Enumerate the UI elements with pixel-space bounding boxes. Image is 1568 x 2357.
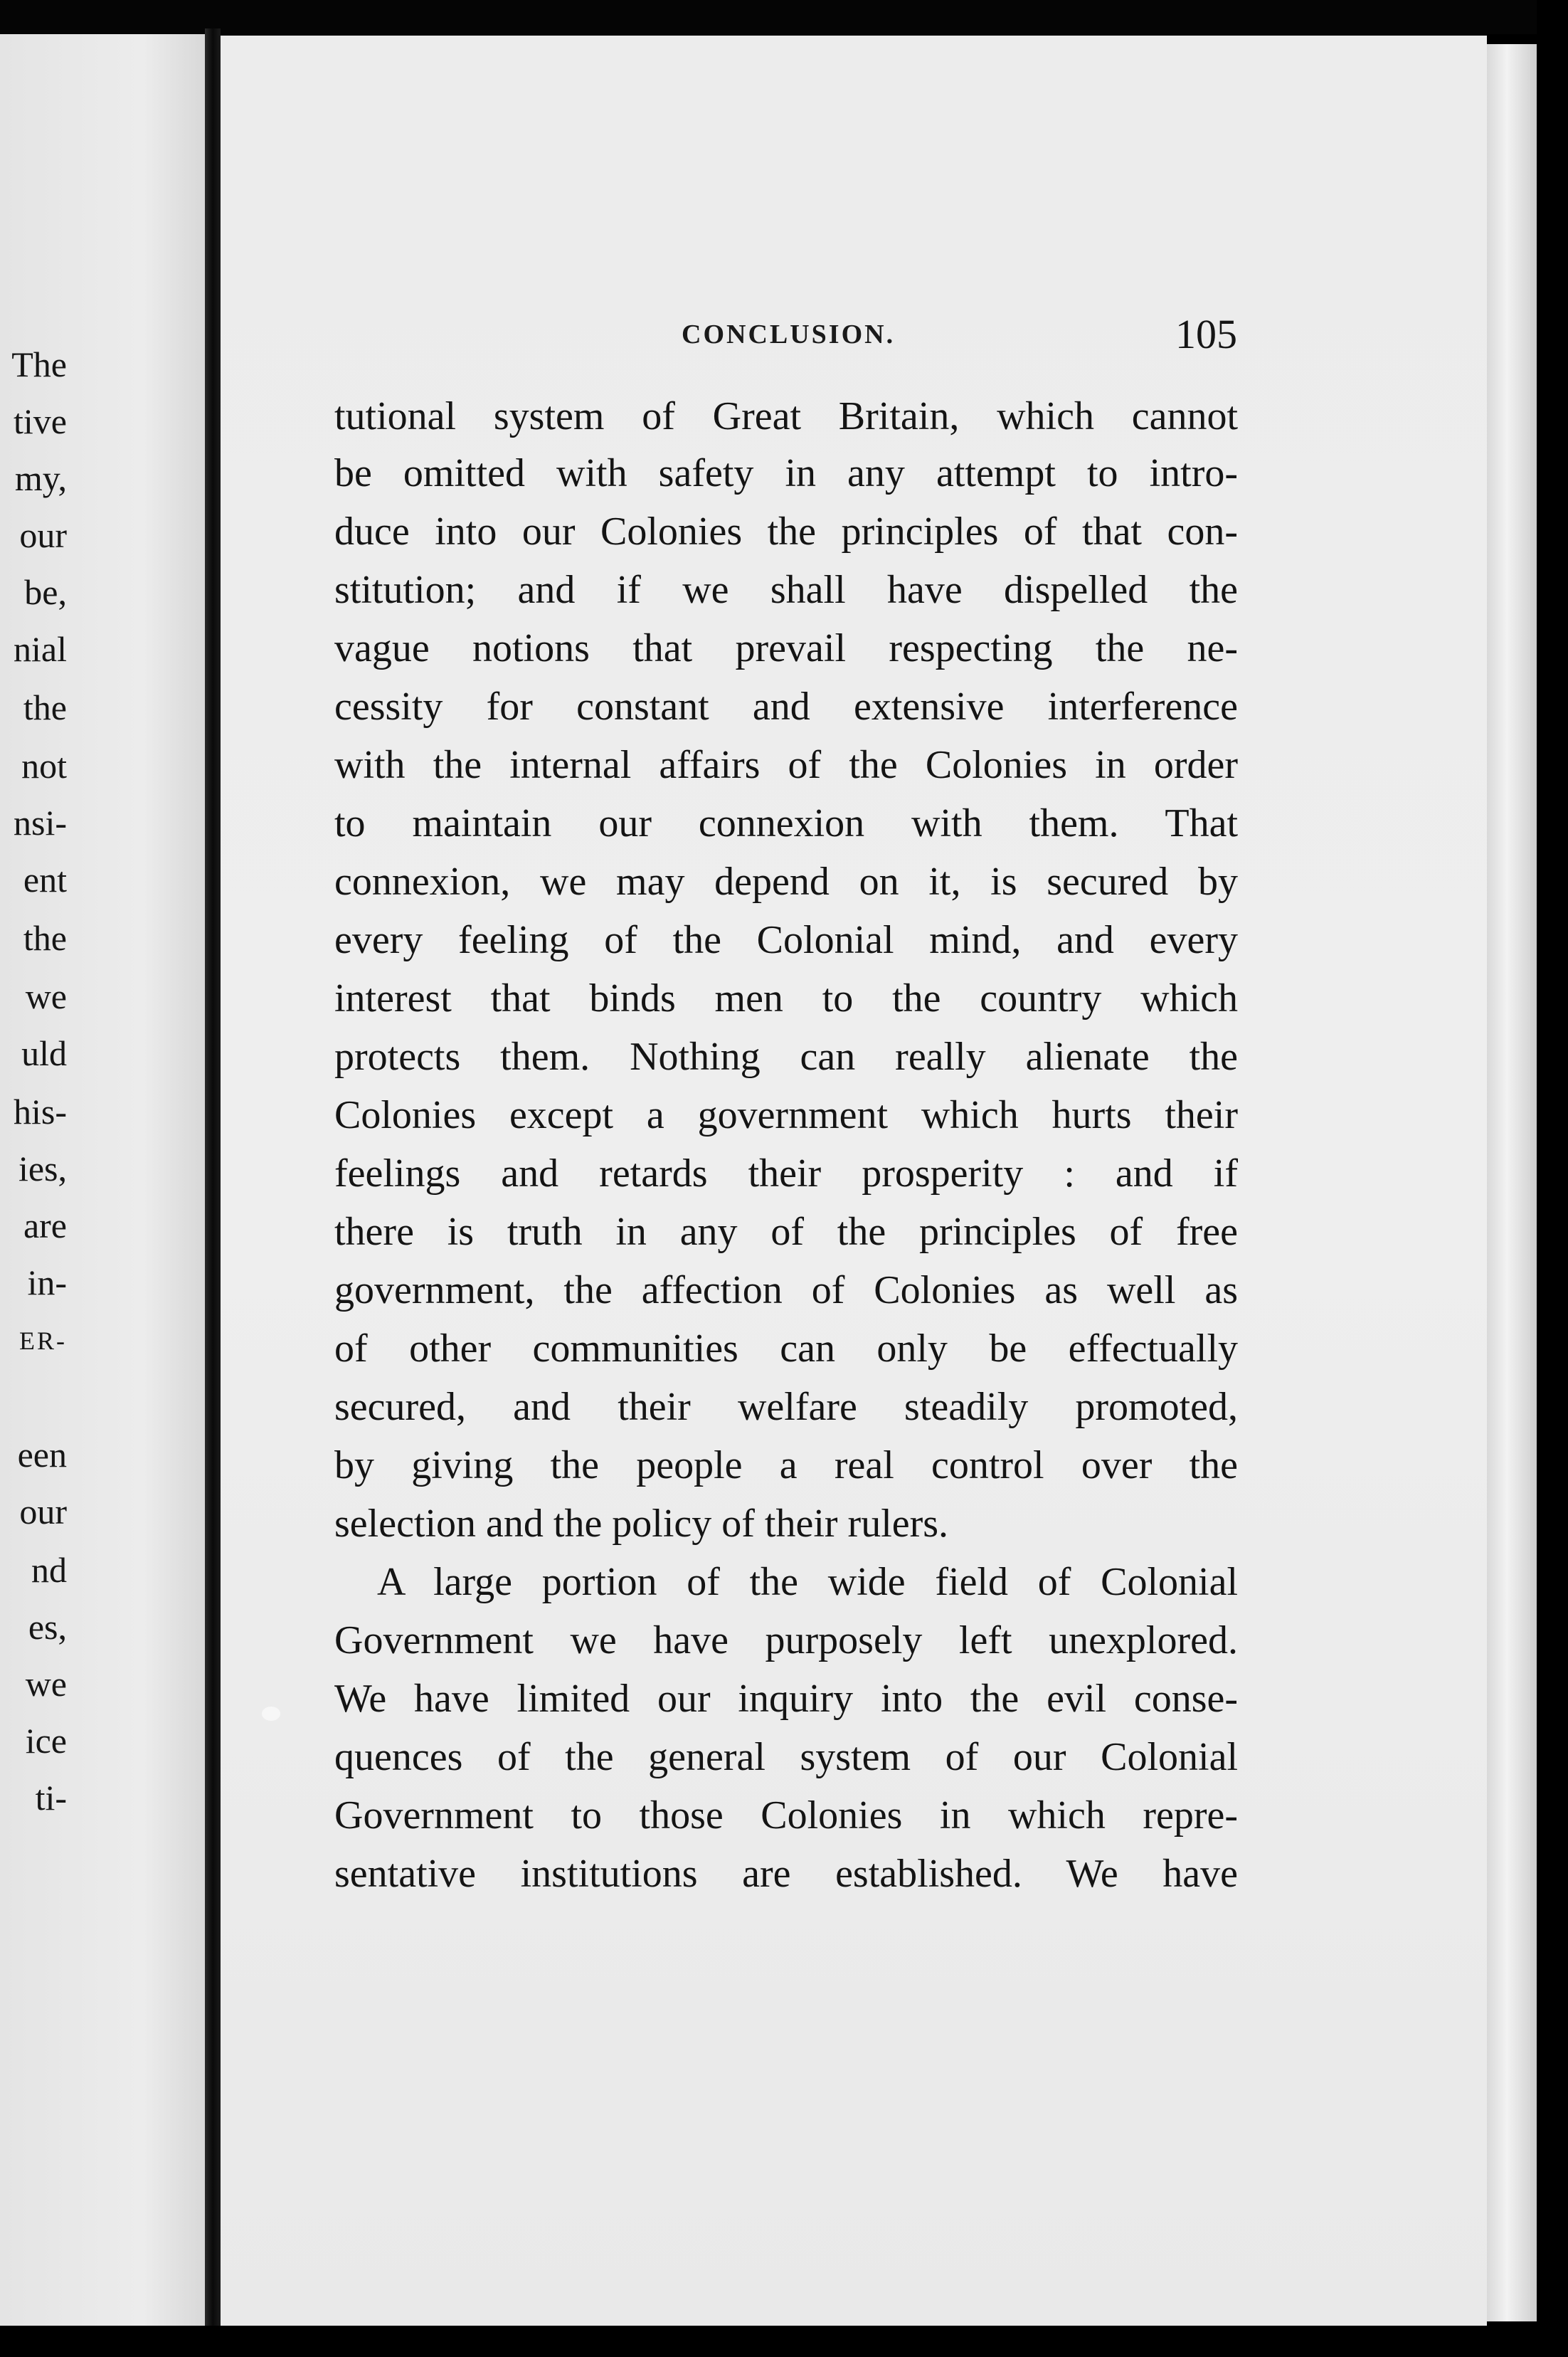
text-line: every feeling of the Colonial mind, and every: [334, 918, 1238, 962]
facing-line: our: [19, 515, 67, 555]
text-line: secured, and their welfare steadily promoted,: [334, 1385, 1238, 1429]
facing-line: The: [11, 344, 67, 384]
text-line: to maintain our connexion with them. That: [334, 801, 1238, 845]
text-line: by giving the people a real control over the: [334, 1443, 1238, 1487]
text-line: sentative institutions are established. We have: [334, 1852, 1238, 1896]
text-line: quences of the general system of our Colonial: [334, 1735, 1238, 1779]
page-edge: [1487, 44, 1537, 2321]
text-line: government, the affection of Colonies as well as: [334, 1268, 1238, 1312]
text-line: tutional system of Great Britain, which cannot: [334, 394, 1238, 438]
scan-top-border: [0, 0, 1568, 34]
text-line: Colonies except a government which hurts their: [334, 1093, 1238, 1137]
facing-line: his-: [14, 1092, 67, 1132]
paper-speck: [262, 1707, 280, 1721]
text-line: interest that binds men to the country which: [334, 976, 1238, 1021]
text-line: We have limited our inquiry into the evil conse-: [334, 1677, 1238, 1721]
scan-right-border: [1537, 0, 1568, 2357]
facing-line: nsi-: [14, 803, 67, 843]
text-line: with the internal affairs of the Colonies in order: [334, 743, 1238, 787]
text-line: stitution; and if we shall have dispelled the: [334, 568, 1238, 612]
book-gutter: [205, 28, 221, 2334]
facing-line: in-: [27, 1262, 67, 1302]
facing-line: ice: [25, 1721, 67, 1761]
text-line: there is truth in any of the principles of free: [334, 1210, 1238, 1254]
facing-line: een: [17, 1435, 67, 1475]
text-line: protects them. Nothing can really alienate the: [334, 1035, 1238, 1079]
facing-line: nial: [14, 629, 67, 669]
text-line: cessity for constant and extensive interference: [334, 685, 1238, 729]
text-line: feelings and retards their prosperity : and if: [334, 1151, 1238, 1196]
text-line: Government to those Colonies in which repre-: [334, 1793, 1238, 1837]
facing-line: we: [25, 976, 67, 1016]
facing-line: the: [23, 918, 67, 958]
text-line: Government we have purposely left unexplored.: [334, 1618, 1238, 1662]
text-line: duce into our Colonies the principles of that con-: [334, 510, 1238, 554]
facing-line: tive: [14, 401, 67, 441]
scan-bottom-border: [0, 2326, 1568, 2357]
page-number: 105: [1175, 311, 1237, 357]
facing-line: ti-: [35, 1778, 67, 1818]
facing-line: are: [23, 1206, 67, 1245]
text-line: of other communities can only be effectually: [334, 1327, 1238, 1371]
facing-line: we: [25, 1664, 67, 1704]
facing-line: be,: [24, 572, 67, 612]
facing-line: uld: [21, 1033, 67, 1073]
facing-line: ies,: [18, 1149, 67, 1188]
facing-line: ent: [23, 860, 67, 900]
facing-line: the: [23, 687, 67, 727]
facing-line: nd: [31, 1550, 67, 1590]
facing-line: my,: [14, 458, 67, 498]
text-line: be omitted with safety in any attempt to intro-: [334, 451, 1238, 495]
text-line: selection and the policy of their rulers.: [334, 1502, 949, 1546]
facing-line: our: [19, 1492, 67, 1531]
text-line: vague notions that prevail respecting the ne-: [334, 626, 1238, 670]
text-line: A large portion of the wide field of Colonial: [377, 1560, 1238, 1604]
facing-line: es,: [28, 1607, 67, 1647]
facing-line: ER-: [19, 1327, 67, 1355]
running-title: CONCLUSION.: [682, 320, 896, 349]
facing-line: not: [21, 746, 67, 786]
text-line: connexion, we may depend on it, is secured by: [334, 860, 1238, 904]
